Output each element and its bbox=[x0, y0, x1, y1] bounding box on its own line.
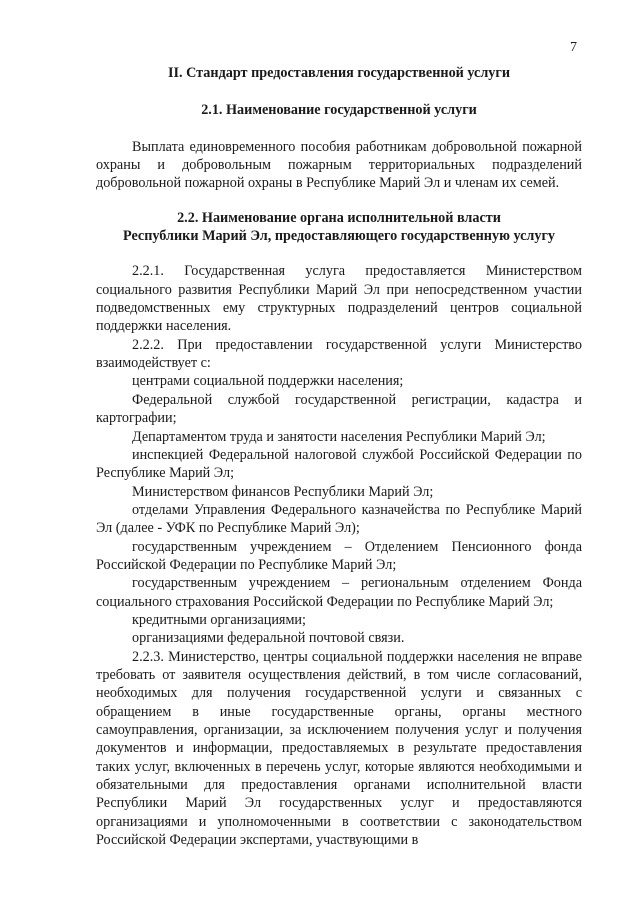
section-title: II. Стандарт предоставления государственной услуги bbox=[167, 65, 511, 81]
paragraph-2-2-1: 2.2.1. Государственная услуга предоставляется Министерством социального развития Республики Марий Эл при непосредственном участии подведомственных ему структурных подразделений центров социальной поддержки населения. bbox=[96, 263, 582, 335]
document-body bbox=[96, 60, 582, 849]
interaction-item: государственным учреждением – региональным отделением Фонда социального страхования Российской Федерации по Республике Марий Эл; bbox=[96, 575, 582, 610]
interaction-item: Департаментом труда и занятости населения Республики Марий Эл; bbox=[132, 428, 546, 445]
interaction-item: отделами Управления Федерального казначейства по Республике Марий Эл (далее - УФК по Республике Марий Эл); bbox=[96, 501, 582, 537]
interaction-item: государственным учреждением – Отделением Пенсионного фонда Российской Федерации по Республике Марий Эл; bbox=[96, 538, 582, 573]
interaction-item: организациями федеральной почтовой связи. bbox=[132, 630, 405, 647]
subsection-2-2-title-line1: 2.2. Наименование органа исполнительной власти bbox=[177, 209, 501, 226]
subsection-2-1-title: 2.1. Наименование государственной услуги bbox=[201, 102, 477, 119]
subsection-2-1-text: Выплата единовременного пособия работникам добровольной пожарной охраны и добровольным пожарным территориальных подразделений добровольной пожарной охраны в Республике Марий Эл и членам их семей. bbox=[96, 138, 582, 192]
interaction-item: Федеральной службой государственной регистрации, кадастра и картографии; bbox=[96, 391, 582, 427]
interaction-item: инспекцией Федеральной налоговой службой Российской Федерации по Республике Марий Эл; bbox=[96, 446, 582, 482]
paragraph-2-2-3: 2.2.3. Министерство, центры социальной поддержки населения не вправе требовать от заявителя осуществления действий, в том числе согласований, необходимых для получения государственной услуги и связанных с обращением в иные государственные органы, органы местного самоуправления, организации, за исключением получения услуг и получения документов и информации, предоставляемых в результате предоставления таких услуг, включенных в перечень услуг, которые являются необходимыми и обязательными для предоставления органами исполнительной власти Республики Марий Эл государственных услуг и предоставляются организациями и уполномоченными в соответствии с законодательством Российской Федерации экспертами, участвующими в bbox=[96, 648, 582, 849]
subsection-2-2-title-line2: Республики Марий Эл, предоставляющего государственную услугу bbox=[122, 228, 556, 245]
page-number: 7 bbox=[570, 40, 577, 55]
interaction-item: кредитными организациями; bbox=[132, 611, 306, 628]
interaction-item: центрами социальной поддержки населения; bbox=[132, 373, 404, 390]
interaction-item: Министерством финансов Республики Марий Эл; bbox=[132, 483, 434, 500]
paragraph-2-2-2: 2.2.2. При предоставлении государственной услуги Министерство взаимодействует с: bbox=[96, 336, 582, 372]
